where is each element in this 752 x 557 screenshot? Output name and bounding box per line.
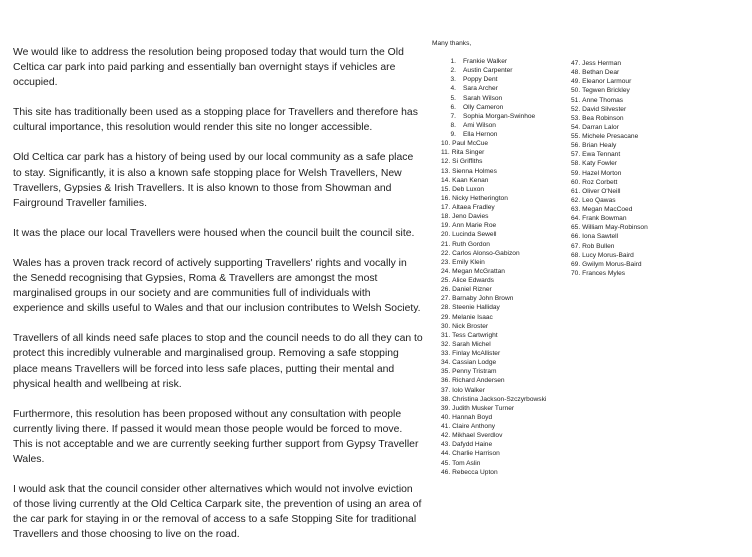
signatory-item — [436, 66, 546, 75]
signatory-item — [436, 322, 546, 331]
signatory-number: 4. — [450, 85, 456, 93]
signatory-item — [436, 240, 546, 249]
signatory-number: 42. — [441, 432, 451, 440]
signatory-item — [436, 285, 546, 294]
signatory-item — [436, 258, 546, 267]
signatory-number: 56. — [571, 142, 581, 150]
signatory-number: 33. — [441, 350, 451, 357]
signatory-name: Darran Lalor — [582, 123, 619, 131]
signatory-number: 15. — [441, 185, 451, 193]
signatory-name: Tom Aslin — [452, 459, 481, 467]
signatory-number: 47. — [571, 60, 581, 67]
signatory-number: 44. — [441, 450, 451, 458]
signatory-item — [436, 340, 546, 349]
signatory-number: 40. — [441, 413, 451, 421]
signatory-number: 55. — [571, 133, 581, 140]
signatory-name: Rebecca Upton — [452, 468, 498, 476]
paragraph-intro: We would like to address the resolution being proposed today that would turn the Old Celtica car park into paid parking and essentially ban overnight stays if vehicles are occupied. — [13, 47, 404, 89]
signatory-item — [436, 422, 546, 431]
signatory-name: Cassian Lodge — [452, 359, 497, 367]
signatory-name: Barnaby John Brown — [452, 295, 514, 303]
signatory-number: 39. — [441, 404, 451, 412]
signatory-item — [571, 223, 648, 232]
signatory-item — [436, 157, 546, 166]
signatory-name: Olly Cameron — [463, 103, 504, 111]
signatory-name: Sienna Holmes — [452, 167, 497, 175]
signatory-number: 66. — [571, 233, 581, 241]
signatory-number: 38. — [441, 395, 451, 403]
signatory-item — [436, 185, 546, 194]
signatory-number: 14. — [441, 176, 451, 184]
signatory-item — [436, 376, 546, 385]
signatory-item — [571, 68, 648, 77]
signatory-item — [571, 169, 648, 178]
signatory-item — [436, 267, 546, 276]
signatory-name: William May-Robinson — [582, 224, 648, 232]
signatory-name: Tess Cartwright — [452, 331, 498, 339]
signatory-number: 5. — [450, 94, 456, 102]
signatory-item — [436, 386, 546, 395]
signatory-item — [571, 123, 648, 132]
signatory-name: Hannah Boyd — [452, 413, 493, 421]
signatory-number: 61. — [571, 187, 581, 195]
signatory-item — [571, 187, 648, 196]
signatory-number: 20. — [441, 231, 451, 239]
signatory-number: 21. — [441, 240, 451, 248]
signatory-number: 70. — [571, 269, 581, 277]
signatory-item — [436, 203, 546, 212]
signatory-item — [571, 242, 648, 251]
signatory-name: Jeno Davies — [452, 213, 489, 221]
signatory-name: Charlie Harrison — [452, 450, 500, 458]
signatory-name: Emily Klein — [452, 258, 485, 266]
paragraph-history: Old Celtica car park has a history of being used by our local community as a safe place to stay. Significantly, it is also a known safe stopping place for Welsh Travellers, New Travellers, Gypsies & Irish Travellers. It is also known to those from Showman and Fairground Traveller families. — [13, 152, 414, 209]
signatory-name: Megan McGrattan — [452, 267, 505, 275]
letter-body — [13, 45, 423, 557]
paragraph-consultation: Furthermore, this resolution has been proposed without any consultation with people currently living there. If passed it would mean those people would be forced to move. This is not acceptable and we are currently seeking further support from Gypsy Traveller Wales. — [13, 408, 419, 465]
signatory-name: Katy Fowler — [582, 160, 617, 168]
signatory-item — [436, 294, 546, 303]
signatory-name: Poppy Dent — [463, 76, 498, 84]
signatory-item — [436, 112, 546, 121]
signatory-item — [571, 196, 648, 205]
signatory-name: Anne Thomas — [582, 96, 624, 104]
signatory-item — [436, 303, 546, 312]
signatory-name: Kaan Kenan — [452, 176, 489, 184]
signatory-number: 1. — [450, 58, 456, 65]
signatory-name: Iona Sawtell — [582, 233, 619, 241]
signatory-number: 23. — [441, 258, 451, 266]
signatory-name: Ann Marie Roe — [452, 222, 497, 230]
signatory-number: 10. — [441, 140, 451, 148]
signatory-item — [571, 260, 648, 269]
signatory-item — [436, 404, 546, 413]
signatory-name: Lucinda Sewell — [452, 231, 497, 239]
signatory-name: Lucy Morus-Baird — [582, 251, 634, 259]
signatory-item — [571, 232, 648, 241]
signatory-number: 57. — [571, 151, 581, 159]
signatory-item — [436, 94, 546, 103]
sign-off: Many thanks, — [432, 40, 472, 47]
signatory-name: Ami Wilson — [463, 121, 496, 129]
signatory-name: Leo Qawas — [582, 196, 616, 204]
signatory-item — [571, 269, 648, 278]
signatory-item — [436, 449, 546, 458]
signatory-number: 52. — [571, 105, 581, 113]
signatory-item — [436, 367, 546, 376]
signatory-name: Carlos Alonso-Gabizon — [452, 249, 520, 257]
signatory-item — [436, 440, 546, 449]
signatory-item — [571, 251, 648, 260]
signatory-item — [571, 86, 648, 95]
signatories-column-2 — [571, 59, 648, 278]
signatory-item — [436, 358, 546, 367]
signatory-number: 58. — [571, 160, 581, 168]
signatory-number: 51. — [571, 96, 581, 104]
signatory-number: 31. — [441, 331, 451, 339]
signatory-name: Ewa Tennant — [582, 151, 621, 159]
signatory-number: 13. — [441, 167, 451, 175]
signatory-name: Tegwen Brickley — [582, 87, 630, 95]
signatory-item — [436, 139, 546, 148]
signatory-name: Frankie Walker — [463, 58, 508, 65]
signatory-name: Deb Luxon — [452, 185, 485, 193]
signatory-item — [436, 75, 546, 84]
signatory-name: Oliver O'Neill — [582, 187, 621, 195]
signatory-name: Richard Andersen — [452, 377, 505, 385]
signatory-name: Altaea Fradley — [452, 204, 495, 211]
signatory-item — [436, 148, 546, 157]
signatory-name: Roz Corbett — [582, 178, 618, 186]
signatory-name: Rob Bullen — [582, 242, 615, 250]
signatory-item — [436, 459, 546, 468]
signatory-name: Paul McCue — [452, 140, 489, 148]
signatory-number: 69. — [571, 260, 581, 268]
signatories-column-1 — [436, 57, 546, 477]
signatory-name: Gwilym Morus-Baird — [582, 260, 642, 268]
signatory-item — [571, 96, 648, 105]
signatory-item — [571, 159, 648, 168]
signatory-number: 68. — [571, 251, 581, 259]
signatory-name: Ruth Gordon — [452, 240, 490, 248]
signatory-name: Claire Anthony — [452, 423, 496, 430]
signatory-item — [436, 431, 546, 440]
signatory-name: Alice Edwards — [452, 277, 494, 284]
signatory-number: 43. — [441, 441, 451, 449]
signatory-number: 64. — [571, 215, 581, 223]
signatory-number: 34. — [441, 359, 451, 367]
signatory-number: 16. — [441, 194, 451, 202]
signatory-name: David Silvester — [582, 105, 627, 113]
signatory-number: 9. — [450, 131, 456, 138]
signatory-number: 50. — [571, 87, 581, 95]
signatory-name: Iolo Walker — [452, 386, 485, 394]
signatory-item — [436, 468, 546, 477]
signatory-item — [571, 105, 648, 114]
signatory-number: 36. — [441, 377, 451, 385]
signatory-number: 59. — [571, 169, 581, 177]
signatory-item — [436, 395, 546, 404]
signatory-name: Eleanor Larmour — [582, 78, 632, 86]
signatory-number: 49. — [571, 78, 581, 86]
signatory-number: 32. — [441, 340, 451, 348]
signatory-number: 48. — [571, 69, 581, 77]
signatory-number: 26. — [441, 286, 451, 294]
signatory-item — [436, 176, 546, 185]
signatory-number: 12. — [441, 158, 451, 166]
signatory-name: Sarah Wilson — [463, 94, 503, 102]
signatory-number: 37. — [441, 386, 451, 394]
signatory-number: 18. — [441, 213, 451, 221]
signatory-number: 63. — [571, 206, 581, 213]
signatory-number: 65. — [571, 224, 581, 232]
paragraph-safe-places: Travellers of all kinds need safe places to stop and the council needs to do all they can to protect this incredibly vulnerable and marginalised group. Removing a safe stopping place means Travellers will be forced into less safe places, putting their mental and physical health and wellbeing at risk. — [13, 333, 423, 390]
signatory-number: 62. — [571, 196, 581, 204]
signatory-number: 30. — [441, 322, 451, 330]
signatory-item — [436, 349, 546, 358]
signatory-item — [436, 331, 546, 340]
signatory-name: Jess Herman — [582, 60, 622, 67]
signatory-name: Hazel Morton — [582, 169, 622, 177]
signatory-name: Frank Bowman — [582, 215, 627, 223]
signatory-name: Brian Healy — [582, 142, 617, 150]
signatory-number: 22. — [441, 249, 451, 257]
signatory-number: 54. — [571, 123, 581, 131]
signatory-item — [571, 205, 648, 214]
signatory-item — [436, 84, 546, 93]
signatory-item — [436, 57, 546, 66]
signatory-number: 45. — [441, 459, 451, 467]
paragraph-wales-record: Wales has a proven track record of actively supporting Travellers' rights and vocally in the Senedd recognising that Gypsies, Roma & Travellers are amongst the most marginalised groups in our society and are communities full of individuals with experience and skills useful to Wales and that our inclusion contributes to Welsh Society. — [13, 257, 421, 315]
signatory-item — [436, 313, 546, 322]
signatory-number: 3. — [450, 76, 456, 84]
signatory-item — [436, 103, 546, 112]
signatory-item — [436, 194, 546, 203]
signatory-name: Megan MacCoed — [582, 206, 633, 213]
signatory-name: Sara Archer — [463, 85, 498, 93]
signatory-number: 6. — [450, 103, 456, 111]
signatory-name: Sarah Michel — [452, 340, 491, 348]
signatory-item — [436, 413, 546, 422]
signatory-item — [571, 178, 648, 187]
signatory-name: Dafydd Haine — [452, 441, 493, 449]
paragraph-council-site: It was the place our local Travellers were housed when the council built the council site. — [13, 227, 415, 239]
signatory-name: Bethan Dear — [582, 69, 620, 77]
signatory-name: Ella Hernon — [463, 131, 498, 138]
signatory-number: 67. — [571, 242, 581, 250]
signatory-item — [436, 230, 546, 239]
signatory-number: 46. — [441, 468, 451, 476]
signatory-number: 17. — [441, 204, 451, 211]
signatory-item — [571, 141, 648, 150]
signatory-name: Nicky Hetherington — [452, 194, 508, 202]
signatory-item — [436, 221, 546, 230]
signatory-number: 8. — [450, 121, 456, 129]
signatory-name: Michele Presacane — [582, 133, 639, 140]
signatory-number: 25. — [441, 277, 451, 284]
signatory-number: 35. — [441, 368, 451, 376]
signatory-name: Steenie Halliday — [452, 304, 500, 312]
signatory-number: 28. — [441, 304, 451, 312]
signatory-name: Finlay McAllister — [452, 350, 501, 357]
signatory-name: Austin Carpenter — [463, 67, 513, 75]
signatory-item — [571, 214, 648, 223]
signatory-item — [571, 77, 648, 86]
signatory-name: Frances Myles — [582, 269, 626, 277]
signatory-name: Christina Jackson-Szczyrbowski — [452, 395, 547, 403]
signatory-name: Penny Tristram — [452, 368, 497, 376]
paragraph-request: I would ask that the council consider other alternatives which would not involve eviction of those living currently at the Old Celtica Carpark site, the prevention of using an area of the car park for staying in or the removal of access to a safe Stopping Site for traditional Travellers and those choosing to live on the road. — [13, 484, 422, 541]
signatory-item — [571, 150, 648, 159]
signatory-name: Rita Singer — [451, 149, 485, 157]
signatory-number: 11. — [441, 149, 450, 157]
signatory-name: Daniel Rizner — [452, 286, 492, 294]
signatory-name: Judith Musker Turner — [452, 404, 515, 412]
signatory-item — [436, 130, 546, 139]
signatory-number: 29. — [441, 313, 451, 321]
signatory-item — [571, 59, 648, 68]
signatory-item — [436, 249, 546, 258]
signatory-item — [571, 114, 648, 123]
signatory-number: 19. — [441, 222, 451, 230]
signatory-item — [436, 212, 546, 221]
signatory-number: 7. — [450, 112, 456, 120]
signatory-item — [571, 132, 648, 141]
signatory-number: 24. — [441, 267, 451, 275]
signatory-number: 53. — [571, 114, 581, 122]
signatory-item — [436, 276, 546, 285]
signatory-name: Si Griffiths — [452, 158, 483, 166]
signatory-name: Bea Robinson — [582, 114, 624, 122]
signatory-name: Nick Broster — [452, 322, 489, 330]
signatory-item — [436, 121, 546, 130]
signatory-number: 60. — [571, 178, 581, 186]
paragraph-cultural-importance: This site has traditionally been used as a stopping place for Travellers and therefore has cultural importance, this resolution would render this site no longer accessible. — [13, 107, 418, 134]
signatory-name: Melanie Isaac — [452, 313, 493, 321]
signatory-number: 41. — [441, 423, 451, 430]
signatory-number: 2. — [450, 67, 456, 75]
signatory-name: Sophia Morgan-Swinhoe — [463, 112, 536, 120]
signatory-item — [436, 167, 546, 176]
signatory-name: Mikhael Sverdlov — [452, 432, 503, 440]
signatory-number: 27. — [441, 295, 451, 303]
